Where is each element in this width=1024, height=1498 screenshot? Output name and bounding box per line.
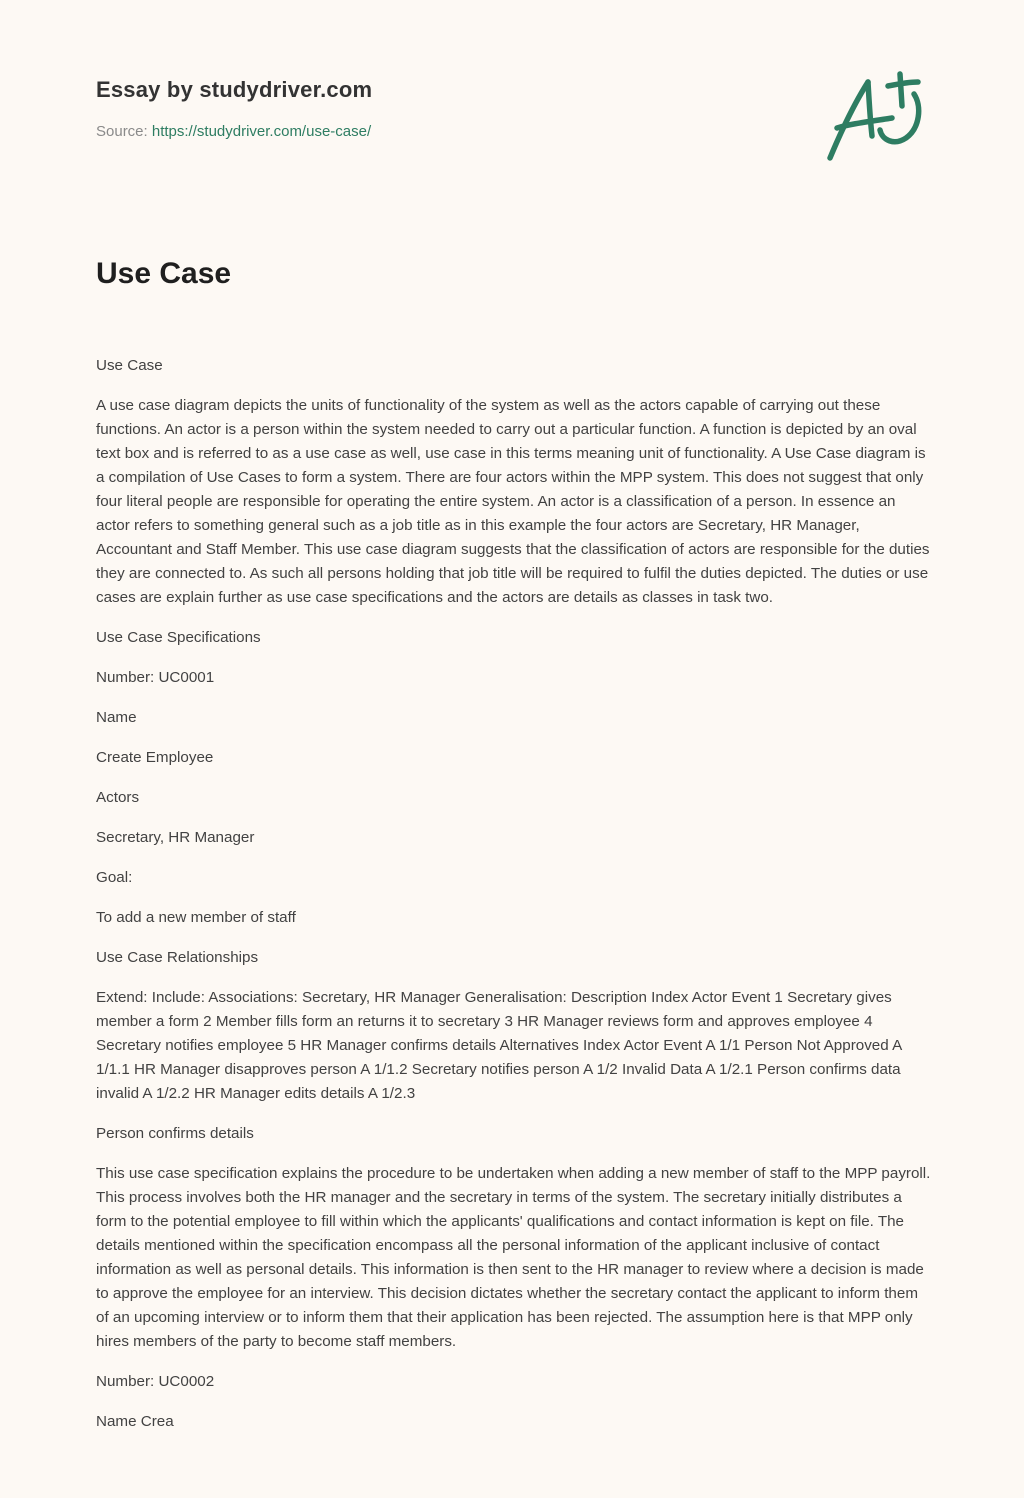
paragraph: Create Employee <box>96 749 214 766</box>
source-link[interactable]: https://studydriver.com/use-case/ <box>151 123 372 140</box>
source-line <box>96 122 796 142</box>
paragraph: A use case diagram depicts the units of functionality of the system as well as the actors capable of carrying out these functions. An actor is a person within the system needed to carry out a particular function. A function is depicted by an oval text box and is referred to as a use case as well, use case in this terms meaning unit of functionality. A Use Case diagram is a compilation of Use Cases to form a system. There are four actors within the MPP system. This does not suggest that only four literal people are responsible for operating the entire system. An actor is a classification of a person. In essence an actor refers to something general such as a job title as in this example the four actors are Secretary, HR Manager, Accountant and Staff Member. This use case diagram suggests that the classification of actors are responsible for the duties they are connected to. As such all persons holding that job title will be required to fulfil the duties depicted. The duties or use cases are explain further as use case specifications and the actors are details as classes in task two. <box>96 397 930 606</box>
paragraph: This use case specification explains the procedure to be undertaken when adding a new member of staff to the MPP payroll. This process involves both the HR manager and the secretary in terms of the system. The secretary initially distributes a form to the potential employee to fill within which the applicants' qualifications and contact information is kept on file. The details mentioned within the specification encompass all the personal information of the applicant inclusive of contact information as well as personal details. This information is then sent to the HR manager to review where a decision is made to approve the employee for an interview. This decision dictates whether the secretary contact the applicant to inform them of an upcoming interview or to inform them that their application has been rejected. The assumption here is that MPP only hires members of the party to become staff members. <box>96 1165 931 1350</box>
paragraph: Number: UC0001 <box>96 669 215 686</box>
document-title: Use Case <box>96 257 232 290</box>
site-title: Essay by studydriver.com <box>96 77 373 102</box>
paragraph: Extend: Include: Associations: Secretary, HR Manager Generalisation: Description Index Actor Event 1 Secretary gives member a form 2 Member fills form an returns it to secretary 3 HR Manager reviews form and approves employee 4 Secretary notifies employee 5 HR Manager confirms details Alternatives Index Actor Event A 1/1 Person Not Approved A 1/1.1 HR Manager disapproves person A 1/1.2 Secretary notifies person A 1/2 Invalid Data A 1/2.1 Person confirms data invalid A 1/2.2 HR Manager edits details A 1/2.3 <box>96 989 902 1102</box>
paragraph: Name Crea <box>96 1413 174 1430</box>
page-header <box>96 76 796 142</box>
paragraph: Secretary, HR Manager <box>96 829 255 846</box>
a-plus-grade-icon <box>822 66 932 166</box>
essay-body <box>96 354 932 1450</box>
paragraph: Actors <box>96 789 140 806</box>
paragraph: Person confirms details <box>96 1125 254 1142</box>
paragraph: Number: UC0002 <box>96 1373 215 1390</box>
paragraph: To add a new member of staff <box>96 909 296 926</box>
paragraph: Goal: <box>96 869 133 886</box>
paragraph: Use Case Relationships <box>96 949 259 966</box>
source-label: Source: <box>96 123 152 140</box>
paragraph: Use Case Specifications <box>96 629 261 646</box>
paragraph: Use Case <box>96 357 163 374</box>
paragraph: Name <box>96 709 137 726</box>
